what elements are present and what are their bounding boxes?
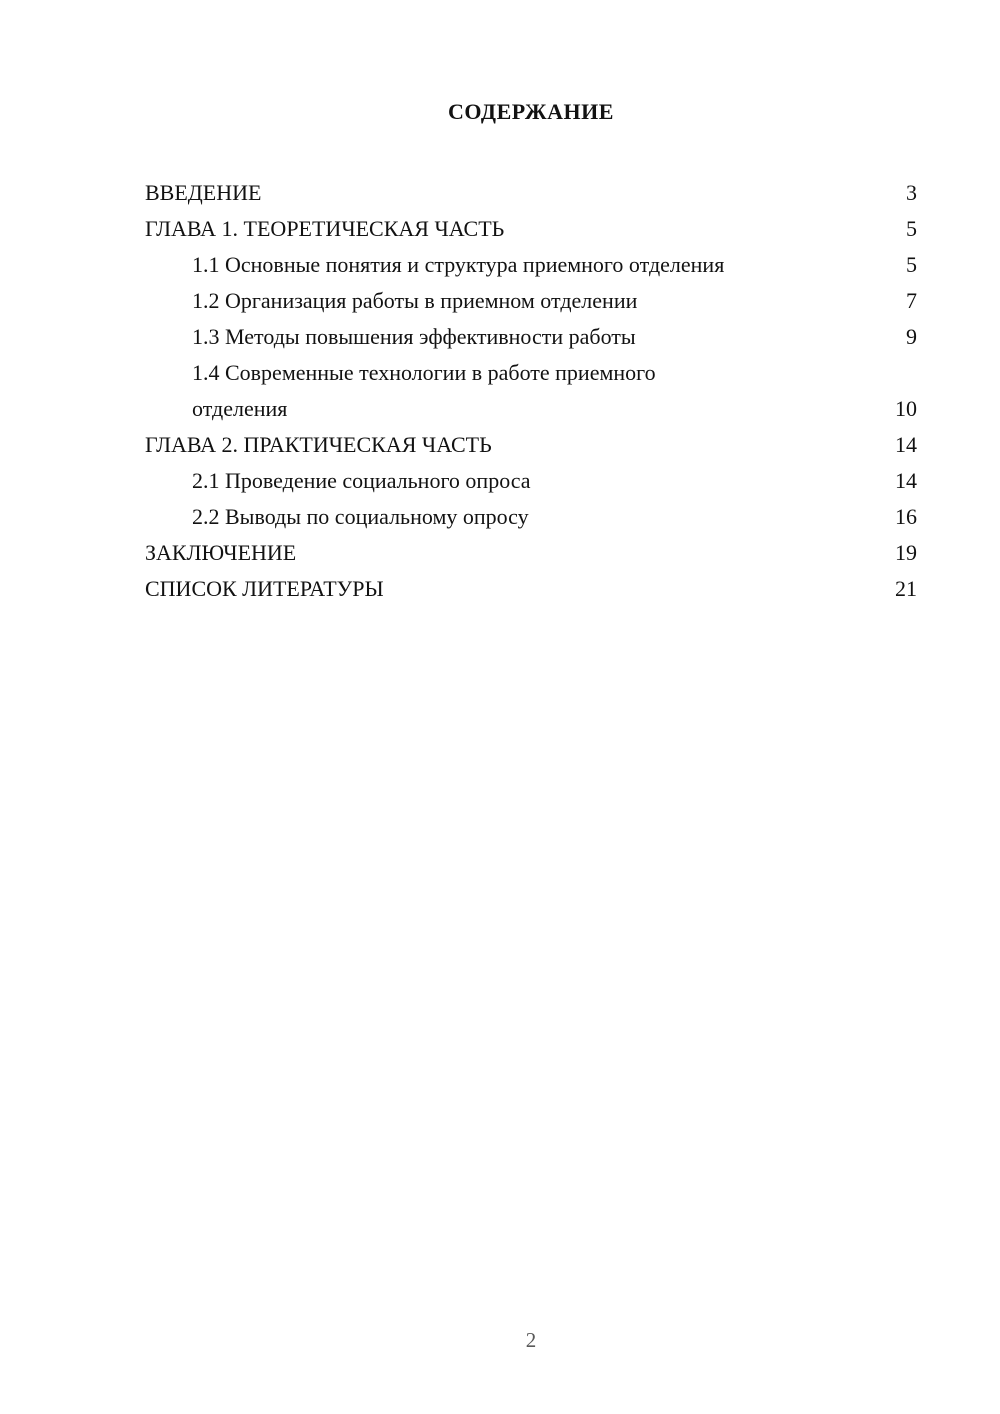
toc-entry-page: 5 (906, 252, 917, 277)
table-of-contents (145, 175, 917, 607)
toc-entry-label-line1: 1.4 Современные технологии в работе приемного (192, 360, 656, 385)
toc-entry (145, 319, 917, 355)
toc-entry (145, 463, 917, 499)
toc-entry (145, 427, 917, 463)
toc-entry-label: СПИСОК ЛИТЕРАТУРЫ (145, 576, 384, 601)
toc-entry-page: 19 (895, 540, 917, 565)
toc-entry-label (192, 355, 879, 427)
toc-entry (145, 499, 917, 535)
toc-entry-page: 5 (906, 216, 917, 241)
toc-entry-label: 1.3 Методы повышения эффективности работы (192, 324, 636, 349)
toc-entry (145, 247, 917, 283)
toc-entry (145, 283, 917, 319)
toc-entry (145, 571, 917, 607)
toc-entry-label: ГЛАВА 2. ПРАКТИЧЕСКАЯ ЧАСТЬ (145, 432, 492, 457)
toc-entry-label: 2.1 Проведение социального опроса (192, 468, 531, 493)
toc-entry-label: 2.2 Выводы по социальному опросу (192, 504, 529, 529)
toc-entry (145, 355, 917, 427)
toc-entry-label: ЗАКЛЮЧЕНИЕ (145, 540, 297, 565)
toc-entry-page: 10 (895, 396, 917, 421)
toc-entry-page: 21 (895, 576, 917, 601)
toc-entry-page: 14 (895, 432, 917, 457)
toc-entry-label-line2: отделения (192, 396, 288, 421)
toc-entry-label: 1.1 Основные понятия и структура приемного отделения (192, 252, 725, 277)
toc-entry-page: 9 (906, 324, 917, 349)
toc-entry-page: 14 (895, 468, 917, 493)
toc-entry (145, 175, 917, 211)
page-title: СОДЕРЖАНИЕ (448, 99, 614, 124)
toc-entry-label: 1.2 Организация работы в приемном отделении (192, 288, 638, 313)
toc-entry-page: 7 (906, 288, 917, 313)
toc-entry-label: ГЛАВА 1. ТЕОРЕТИЧЕСКАЯ ЧАСТЬ (145, 216, 505, 241)
toc-entry (145, 211, 917, 247)
toc-entry-page: 16 (895, 504, 917, 529)
page-number-footer: 2 (525, 1328, 537, 1352)
toc-entry (145, 535, 917, 571)
toc-entry-page: 3 (906, 180, 917, 205)
toc-entry-label: ВВЕДЕНИЕ (145, 180, 262, 205)
